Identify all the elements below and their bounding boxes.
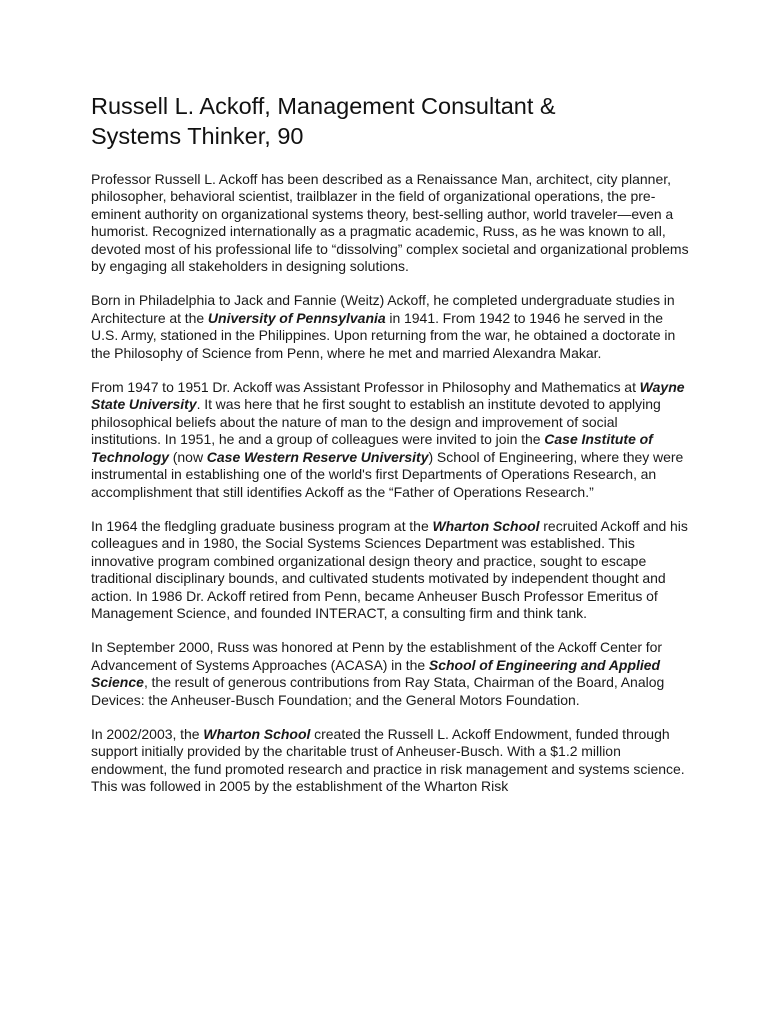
paragraph-text: Professor Russell L. Ackoff has been described as a Renaissance Man, architect, city planner, philosopher, behavioral scientist, trailblazer in the field of organizational operations, the pre-eminent authority on organizational systems theory, best-selling author, world traveler—even a humorist. Recognized internationally as a pragmatic academic, Russ, as he was known to all, devoted most of his professional life to “dissolving” complex societal and organizational problems by engaging all stakeholders in designing solutions.: [91, 171, 689, 275]
paragraph-text: in 1941. From 1942 to 1946 he served in the U.S. Army, stationed in the Philippines. Upon returning from the war, he obtained a doctorate in the Philosophy of Science from Penn, where he met and married Alexandra Makar.: [91, 309, 676, 361]
paragraph-text: In 2002/2003, the: [91, 725, 204, 742]
paragraph-text: In 1964 the fledgling graduate business program at the: [91, 517, 433, 534]
paragraph-text: created the Russell L. Ackoff Endowment, funded through support initially provided by the charitable trust of Anheuser-Busch. With a $1.2 million endowment, the fund promoted research and practice in risk management and systems science. This was followed in 2005 by the establishment of the Wharton Risk: [91, 725, 685, 795]
paragraph-text: From 1947 to 1951 Dr. Ackoff was Assistant Professor in Philosophy and Mathematics at: [91, 379, 640, 396]
emphasized-institution-name: Case Institute of Technology: [91, 431, 653, 465]
paragraph: [91, 379, 691, 501]
emphasized-institution-name: University of Pennsylvania: [207, 309, 386, 326]
title-line-2: Systems Thinker, 90: [91, 123, 304, 149]
paragraph-text: Born in Philadelphia to Jack and Fannie (Weitz) Ackoff, he completed undergraduate studies in Architecture at the: [91, 292, 675, 326]
paragraph-text: . It was here that he first sought to establish an institute devoted to applying philosophical beliefs about the nature of man to the design and improvement of social institutions. In 1951, he and a group of colleagues were invited to join the: [91, 396, 661, 448]
paragraph: [91, 171, 691, 275]
paragraph: [91, 292, 691, 362]
paragraph-text: In September 2000, Russ was honored at Penn by the establishment of the Ackoff Center for Advancement of Systems Approaches (ACASA) in the: [91, 639, 663, 673]
paragraph-text: recruited Ackoff and his colleagues and in 1980, the Social Systems Sciences Department was established. This innovative program combined organizational design theory and practice, sought to escape traditional disciplinary bounds, and cultivated students motivated by independent thought and action. In 1986 Dr. Ackoff retired from Penn, became Anheuser Busch Professor Emeritus of Management Science, and founded INTERACT, a consulting firm and think tank.: [91, 517, 688, 621]
emphasized-institution-name: Wharton School: [432, 517, 540, 534]
paragraph-text: (now: [169, 448, 207, 465]
paragraph: [91, 726, 691, 796]
article-body: [91, 171, 691, 796]
paragraph-text: ) School of Engineering, where they were instrumental in establishing one of the world's first Departments of Operations Research, an accomplishment that still identifies Ackoff as the “Father of Operations Research.”: [91, 448, 684, 500]
emphasized-institution-name: Case Western Reserve University: [206, 448, 429, 465]
document-page: [91, 91, 691, 813]
page-title: [91, 91, 691, 151]
emphasized-institution-name: School of Engineering and Applied Science: [91, 656, 661, 691]
title-line-1: Russell L. Ackoff, Management Consultant &: [91, 93, 556, 119]
emphasized-institution-name: Wharton School: [203, 725, 311, 742]
paragraph: [91, 639, 691, 709]
paragraph-text: , the result of generous contributions from Ray Stata, Chairman of the Board, Analog Devices: the Anheuser-Busch Foundation; and the General Motors Foundation.: [91, 674, 665, 708]
paragraph: [91, 518, 691, 622]
emphasized-institution-name: Wayne State University: [91, 379, 685, 413]
